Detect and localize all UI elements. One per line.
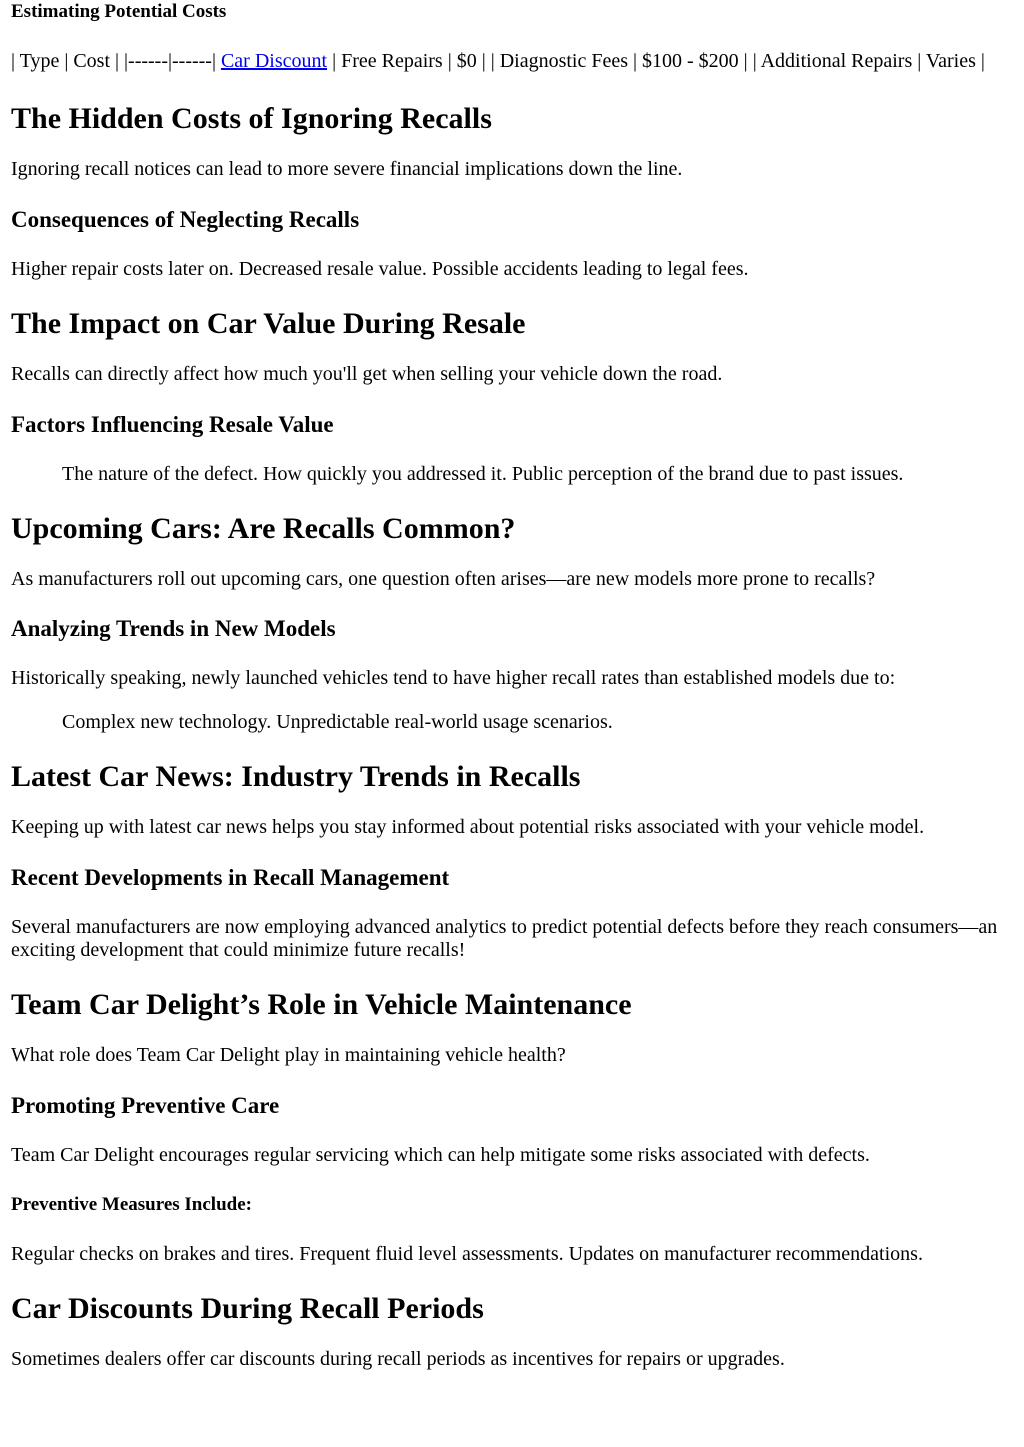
subheading-analyzing-trends: Analyzing Trends in New Models <box>11 616 336 641</box>
heading-car-discounts: Car Discounts During Recall Periods <box>11 1292 484 1325</box>
paragraph-measures-list: Regular checks on brakes and tires. Frequent fluid level assessments. Updates on manufacturer recommendations. <box>11 1243 923 1265</box>
blockquote-factors: The nature of the defect. How quickly you addressed it. Public perception of the brand due to past issues. <box>62 463 904 485</box>
section-heading-estimating-costs: Estimating Potential Costs <box>11 1 227 22</box>
paragraph-latest-news: Keeping up with latest car news helps you stay informed about potential risks associated with your vehicle model. <box>11 816 925 838</box>
subheading-factors-resale: Factors Influencing Resale Value <box>11 412 334 437</box>
heading-upcoming-cars: Upcoming Cars: Are Recalls Common? <box>11 512 516 545</box>
paragraph-team-role: What role does Team Car Delight play in maintaining vehicle health? <box>11 1044 566 1066</box>
car-discount-link[interactable]: Car Discount <box>220 50 328 72</box>
heading-team-car-delight: Team Car Delight’s Role in Vehicle Maintenance <box>11 988 632 1021</box>
cost-table-text <box>11 50 1013 73</box>
heading-preventive-measures: Preventive Measures Include: <box>11 1194 252 1215</box>
paragraph-consequences: Higher repair costs later on. Decreased resale value. Possible accidents leading to legal fees. <box>11 258 749 280</box>
subheading-consequences: Consequences of Neglecting Recalls <box>11 207 360 232</box>
heading-impact-car-value: The Impact on Car Value During Resale <box>11 307 526 340</box>
paragraph-recalls-resale: Recalls can directly affect how much you'll get when selling your vehicle down the road. <box>11 363 723 385</box>
blockquote-new-tech: Complex new technology. Unpredictable real-world usage scenarios. <box>62 711 613 733</box>
paragraph-historically: Historically speaking, newly launched vehicles tend to have higher recall rates than established models due to: <box>11 667 896 689</box>
paragraph-ignoring-recalls: Ignoring recall notices can lead to more severe financial implications down the line. <box>11 158 683 180</box>
subheading-preventive-care: Promoting Preventive Care <box>11 1093 280 1118</box>
heading-latest-car-news: Latest Car News: Industry Trends in Recalls <box>11 760 581 793</box>
cost-table-text-after: | Free Repairs | $0 | | Diagnostic Fees | $100 - $200 | | Additional Repairs | Varies | <box>327 50 985 72</box>
paragraph-advanced-analytics: Several manufacturers are now employing advanced analytics to predict potential defects before they reach consumers—an exciting development that could minimize future recalls! <box>11 916 998 961</box>
heading-hidden-costs: The Hidden Costs of Ignoring Recalls <box>11 102 492 135</box>
subheading-recent-developments: Recent Developments in Recall Management <box>11 865 450 890</box>
paragraph-regular-servicing: Team Car Delight encourages regular servicing which can help mitigate some risks associated with defects. <box>11 1144 870 1166</box>
paragraph-dealer-discounts: Sometimes dealers offer car discounts during recall periods as incentives for repairs or upgrades. <box>11 1348 785 1370</box>
paragraph-upcoming-cars: As manufacturers roll out upcoming cars, one question often arises—are new models more prone to recalls? <box>11 568 876 590</box>
cost-table-text-before: | Type | Cost | |------|------| <box>11 50 221 72</box>
article-page <box>0 1 1024 1371</box>
